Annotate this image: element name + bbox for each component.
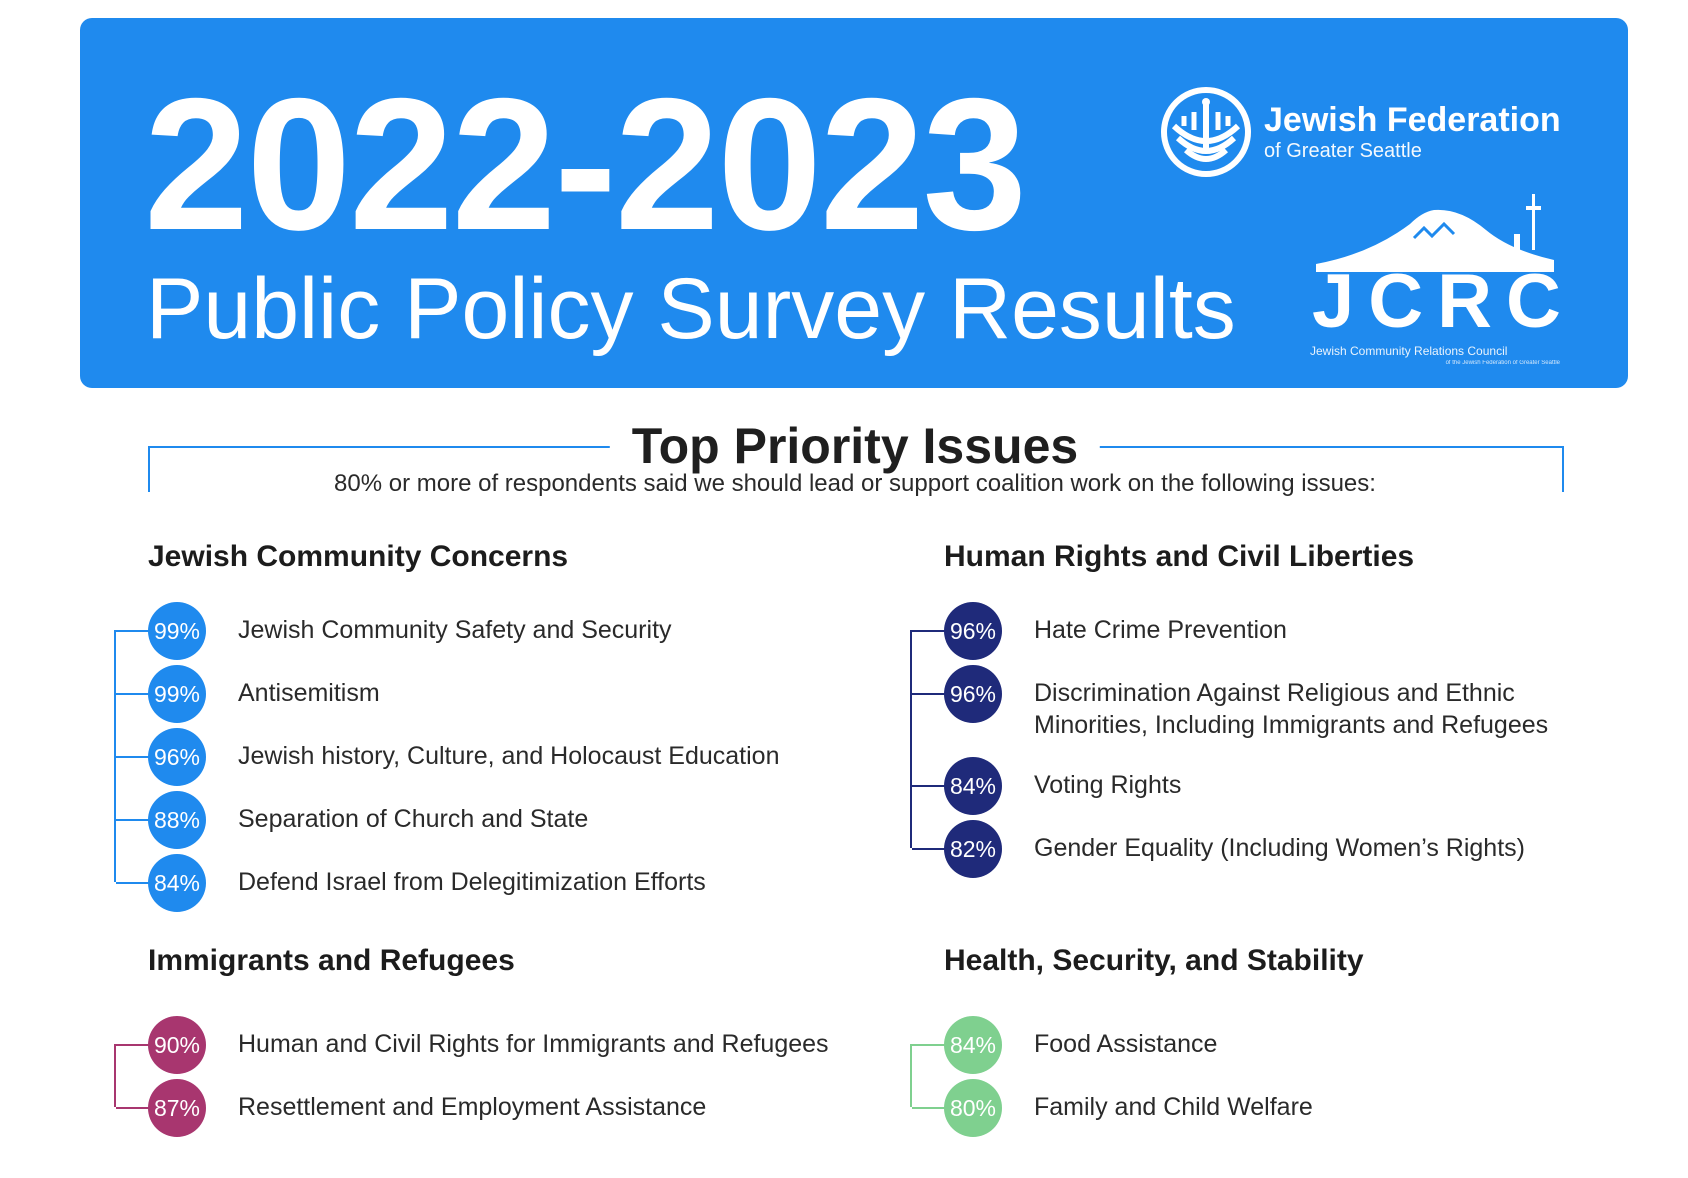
menorah-emblem-icon (1160, 86, 1252, 178)
percent-badge: 96% (944, 602, 1002, 660)
group-title: Immigrants and Refugees (148, 944, 515, 977)
list-item (148, 791, 888, 849)
issue-label: Family and Child Welfare (1034, 1093, 1313, 1121)
top-priority-header (148, 418, 1562, 497)
connector-line (114, 1044, 116, 1107)
list-item (148, 728, 888, 786)
group-title: Jewish Community Concerns (148, 540, 569, 573)
jcrc-fullname: Jewish Community Relations Council (1310, 344, 1508, 358)
list-item (944, 820, 1584, 878)
connector-tick (116, 1044, 152, 1046)
percent-badge: 99% (148, 602, 206, 660)
percent-badge: 96% (148, 728, 206, 786)
list-item (148, 854, 888, 912)
connector-tick (912, 785, 948, 787)
list-item (148, 665, 888, 723)
percent-badge: 80% (944, 1079, 1002, 1137)
issue-label: Gender Equality (Including Women’s Rights) (1034, 834, 1525, 862)
jcrc-wordmark: JCRC (1312, 259, 1575, 344)
connector-tick (912, 848, 948, 850)
percent-badge: 84% (148, 854, 206, 912)
connector-line (910, 630, 912, 848)
group-immigrants-refugees (148, 944, 829, 1121)
report-subtitle: Public Policy Survey Results (146, 261, 1236, 357)
federation-logo (1160, 86, 1561, 178)
list-item (148, 1079, 888, 1137)
connector-line (114, 630, 116, 882)
connector-tick (912, 1107, 948, 1109)
section-title: Top Priority Issues (610, 420, 1100, 473)
list-item (148, 1016, 888, 1074)
section-note: 80% or more of respondents said we should lead or support coalition work on the following issues: (334, 470, 1376, 497)
percent-badge: 99% (148, 665, 206, 723)
percent-badge: 88% (148, 791, 206, 849)
header-banner (80, 18, 1628, 388)
year-heading: 2022-2023 (144, 59, 1026, 269)
connector-tick (116, 630, 152, 632)
issue-label: Food Assistance (1034, 1030, 1218, 1058)
list-item (944, 1016, 1584, 1074)
group-title: Health, Security, and Stability (944, 944, 1364, 977)
group-human-rights (944, 540, 1549, 862)
issue-label: Defend Israel from Delegitimization Efforts (238, 868, 706, 896)
percent-badge: 87% (148, 1079, 206, 1137)
group-jewish-community-concerns (148, 540, 780, 896)
issue-label: Separation of Church and State (238, 805, 589, 833)
issue-label: Resettlement and Employment Assistance (238, 1093, 707, 1121)
group-health-security (944, 944, 1364, 1121)
jcrc-logo (1310, 194, 1575, 366)
list-item (148, 602, 888, 660)
percent-badge: 82% (944, 820, 1002, 878)
federation-subname: of Greater Seattle (1264, 139, 1422, 162)
list-item (944, 757, 1584, 815)
connector-tick (912, 630, 948, 632)
connector-tick (912, 693, 948, 695)
list-item (944, 602, 1584, 660)
issue-label: Human and Civil Rights for Immigrants and Refugees (238, 1030, 829, 1058)
percent-badge: 84% (944, 1016, 1002, 1074)
jcrc-affiliation: of the Jewish Federation of Greater Seattle (1445, 360, 1560, 366)
connector-tick (116, 756, 152, 758)
federation-name: Jewish Federation (1264, 101, 1561, 140)
connector-tick (912, 1044, 948, 1046)
connector-tick (116, 1107, 152, 1109)
list-item (944, 665, 1584, 741)
connector-tick (116, 882, 152, 884)
issue-label: Antisemitism (238, 679, 380, 707)
issue-label: Discrimination Against Religious and Ethnic Minorities, Including Immigrants and Refugees (1034, 679, 1549, 739)
percent-badge: 96% (944, 665, 1002, 723)
percent-badge: 84% (944, 757, 1002, 815)
connector-tick (116, 693, 152, 695)
percent-badge: 90% (148, 1016, 206, 1074)
issue-label: Voting Rights (1034, 771, 1182, 799)
group-title: Human Rights and Civil Liberties (944, 540, 1415, 573)
issue-label: Jewish history, Culture, and Holocaust Education (238, 742, 780, 770)
connector-tick (116, 819, 152, 821)
issue-label: Jewish Community Safety and Security (238, 616, 672, 644)
list-item (944, 1079, 1584, 1137)
connector-line (910, 1044, 912, 1107)
issue-label: Hate Crime Prevention (1034, 616, 1287, 644)
